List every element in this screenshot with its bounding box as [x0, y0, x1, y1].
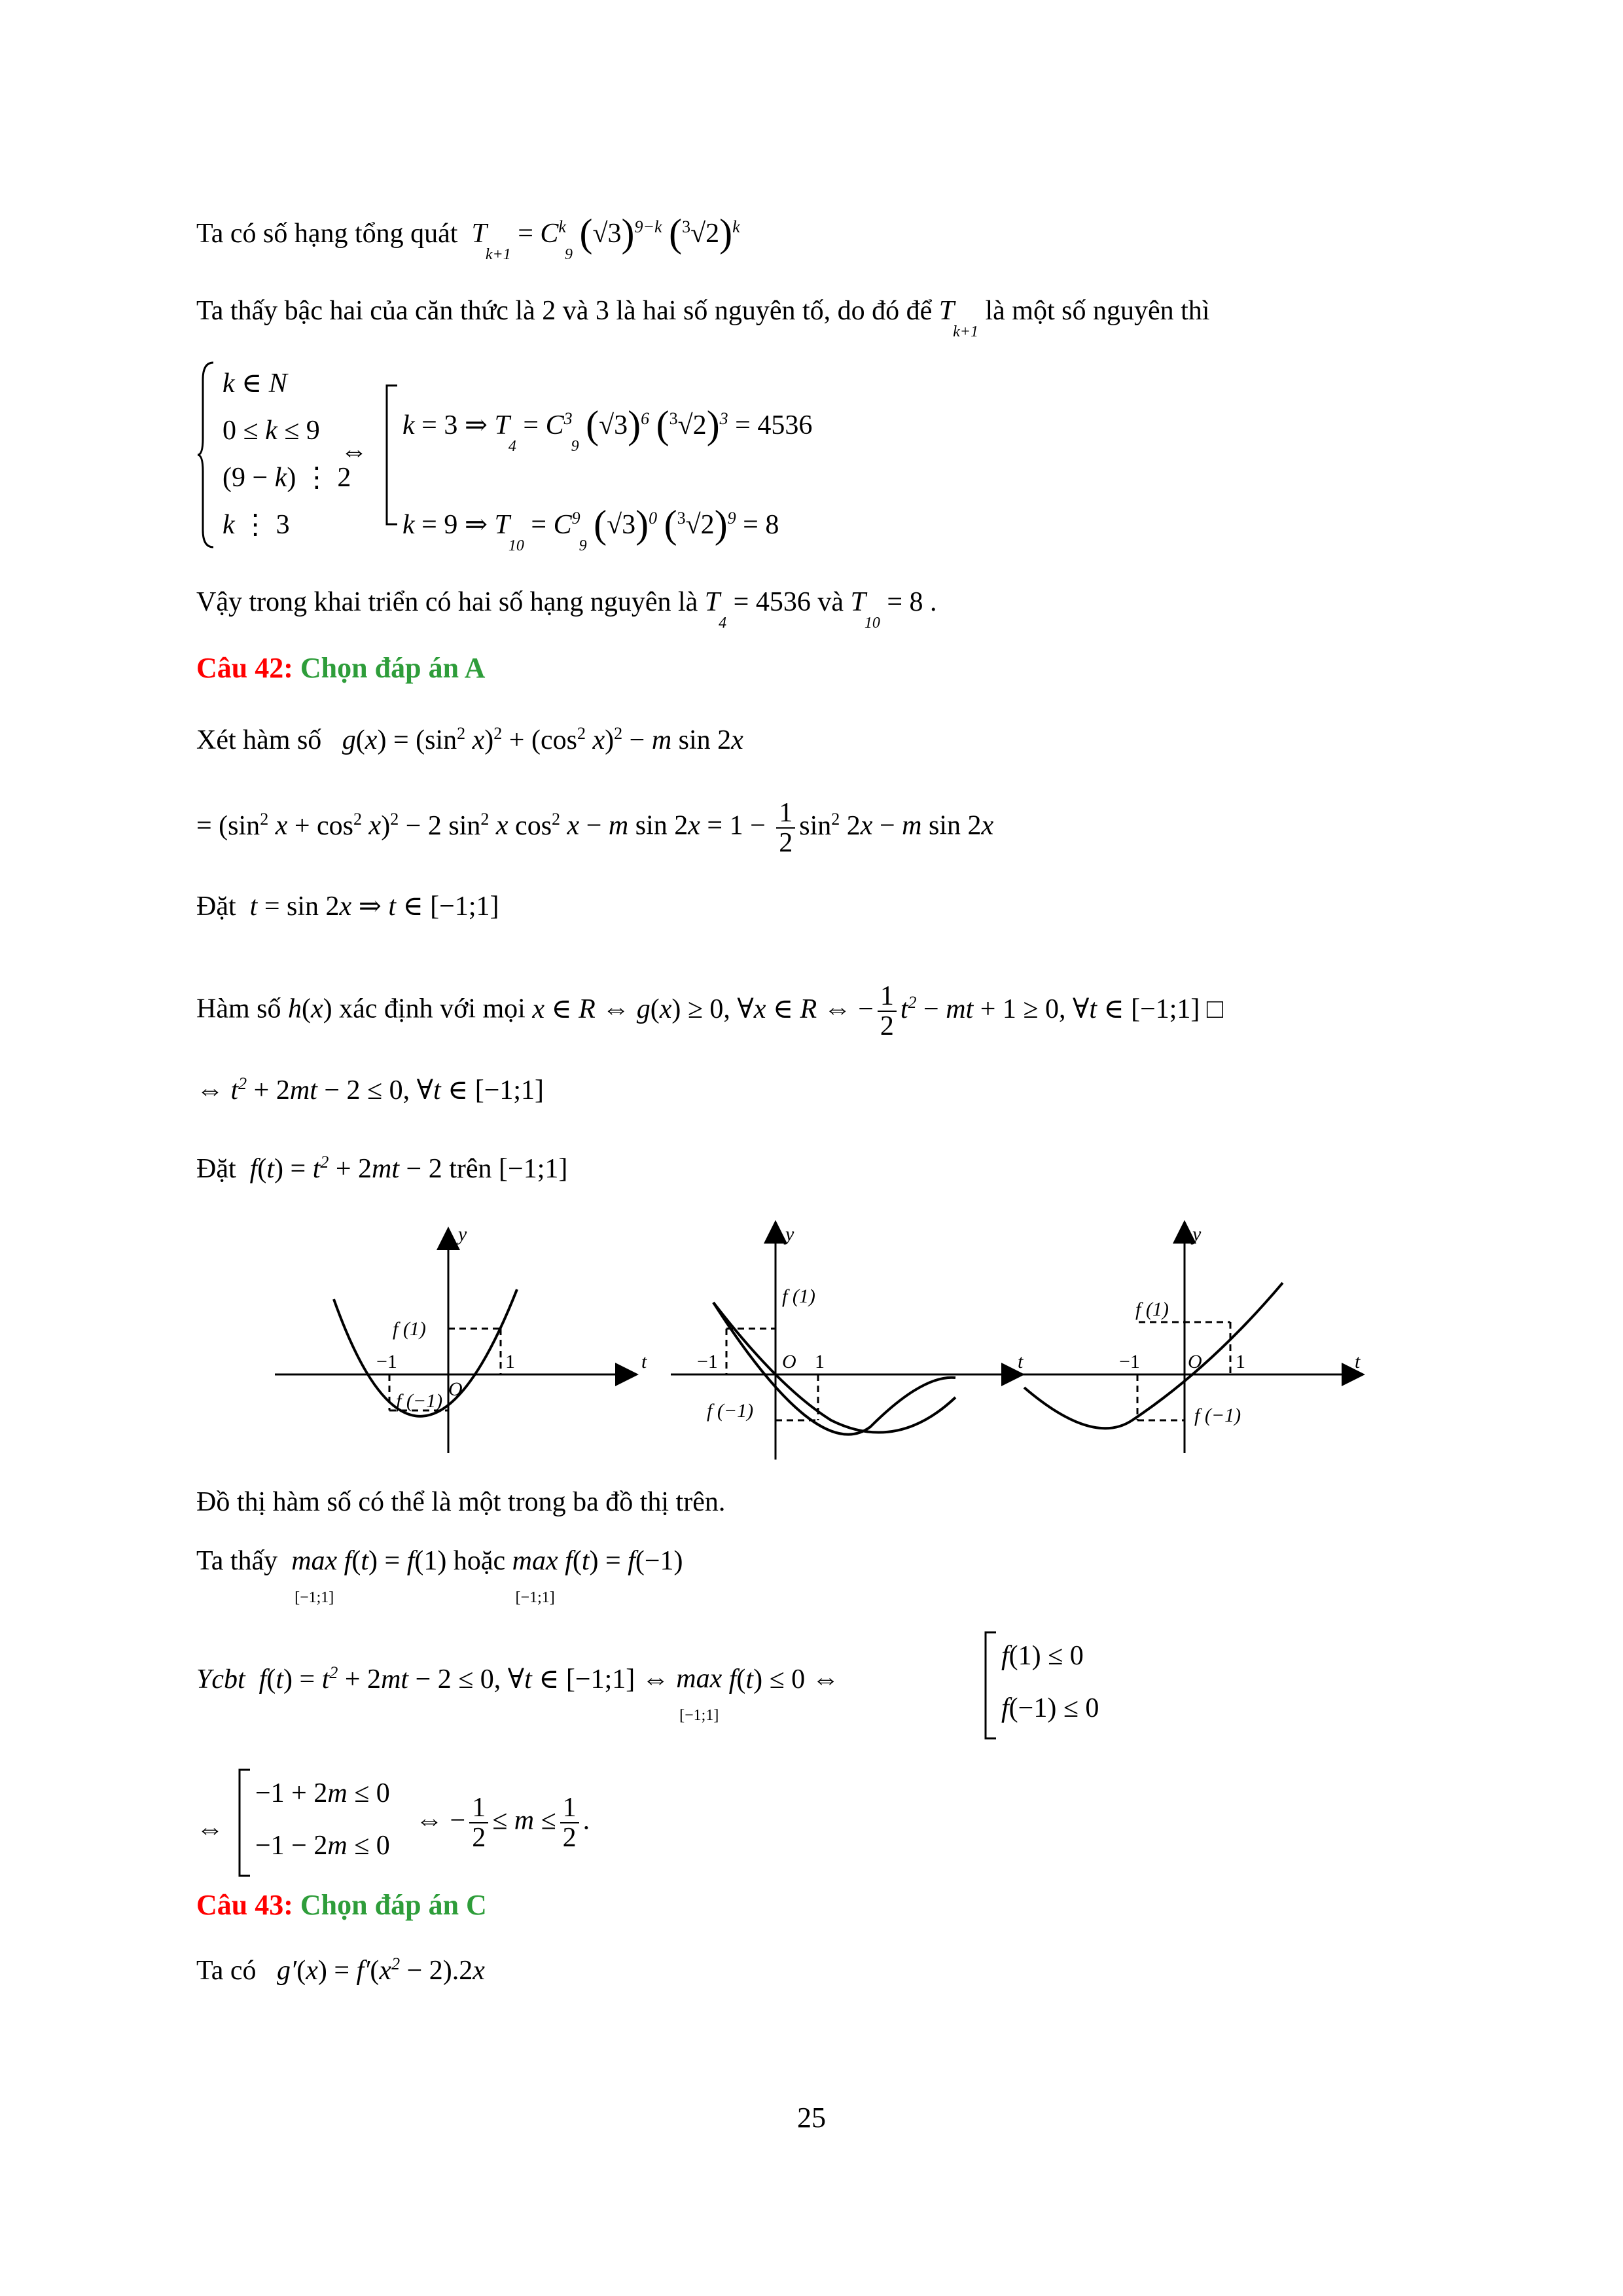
text-we-have: Ta có [196, 1956, 257, 1986]
line-result: ⇔ − $\frac{1}{2}$ ≤ m ≤ $\frac{1}{2}$ . [416, 1793, 590, 1854]
line-general-term [196, 209, 740, 264]
text-general-term: Ta có số hạng tổng quát [196, 219, 458, 249]
question-43-heading [196, 1888, 487, 1922]
graph-1 [275, 1230, 635, 1453]
graph-1-one: 1 [505, 1351, 515, 1372]
graph-3 [1005, 1224, 1361, 1453]
line-g-expanded: = ($\sin^2$ $x + \cos^2 x)^2 - 2$ $\sin^2 x$ $\cos^2 x - m$ sin 2x = 1 − $\frac{1}{2}$ $\sin^2 2x - m$ sin 2x [196, 798, 994, 859]
line-prime-roots [196, 295, 1209, 342]
parabola-graphs [268, 1217, 1381, 1466]
line-substitution [196, 890, 499, 923]
text-consider-function: Xét hàm số [196, 725, 322, 755]
graph-1-minus-one: −1 [376, 1351, 397, 1372]
text-graph-caption: Đồ thị hàm số có thể là một trong ba đồ thị trên. [196, 1487, 726, 1517]
line-graph-caption [196, 1486, 725, 1518]
graph-3-f1-label: f (1) [1135, 1299, 1169, 1320]
text-function: Hàm số [196, 994, 281, 1024]
formula-tk1: Tk+1 [938, 296, 978, 340]
formula-max-2: max [−1;1] f(t) = f(−1) [512, 1546, 683, 1607]
graph-3-origin-label: O [1188, 1351, 1202, 1372]
formula-domain: x ∈ R ⇔ g(x) ≥ 0, ∀x ∈ R ⇔ − $\frac{1}{2}$ $t^2$ − mt + 1 ≥ 0, ∀t ∈ [−1;1] □ [532, 981, 1224, 1042]
formula-g: $g(x) = (\sin^2$ $x)^2 + (\cos^2$ x)$^2$ − m sin 2x [328, 724, 743, 755]
line-conclusion [196, 586, 937, 633]
text-set: Đặt [196, 891, 236, 922]
formula-max-1: max [−1;1] f(t) = f(1) [291, 1546, 447, 1607]
line-inequality: ⇔ $t^2 + 2mt - 2 \le 0$, ∀t ∈ [−1;1] [196, 1074, 544, 1105]
line-max [196, 1545, 683, 1611]
text-prime-roots: Ta thấy bậc hai của căn thức là 2 và 3 là hai số nguyên tố, do đó để [196, 296, 933, 326]
line-domain [196, 982, 1223, 1041]
left-bracket-icon [236, 1767, 251, 1878]
graph-1-f1-label: f (1) [393, 1318, 426, 1340]
graph-1-origin-label: O [448, 1378, 463, 1400]
equiv-sign: ⇔ [340, 437, 368, 467]
formula-t10: T10 = 8 . [850, 587, 937, 632]
question-42-answer: Chọn đáp án A [300, 652, 486, 684]
line-derivative [196, 1954, 485, 1987]
text-we-see: Ta thấy [196, 1546, 278, 1576]
graph-2-one: 1 [815, 1351, 825, 1372]
left-bracket-icon [383, 383, 399, 527]
formula-interval: [−1;1] [499, 1154, 568, 1184]
text-conclusion: Vậy trong khai triển có hai số hạng nguyên là [196, 587, 698, 617]
text-and: và [817, 587, 844, 617]
line-consider-function [196, 723, 743, 757]
formula-substitution: t = sin 2x ⇒ t ∈ [−1;1] [243, 891, 499, 922]
graph-1-t-label: t [641, 1351, 647, 1372]
graph-3-one: 1 [1236, 1351, 1245, 1372]
question-42-heading [196, 651, 485, 685]
graph-2-fm1-label: f (−1) [707, 1400, 754, 1422]
formula-derivative: $g'(x) = f'(x^2 - 2).2x$ [263, 1954, 485, 1986]
graph-2-origin-label: O [782, 1351, 796, 1372]
formula-general-term: $Tk+1 = C^k9$ $(√3)^{9-k}$ $(^3√2)^k$ [464, 211, 740, 263]
text-or: hoặc [453, 1546, 506, 1576]
question-42-label: Câu 42: [196, 652, 293, 684]
graph-3-fm1-label: f (−1) [1194, 1405, 1241, 1426]
left-bracket-icon [982, 1630, 997, 1741]
graph-2-minus-one: −1 [697, 1351, 718, 1372]
formula-t4: T4 = 4536 [704, 587, 811, 632]
line-define-f [196, 1152, 567, 1185]
formula-h: h(x) [288, 994, 332, 1024]
text-on: trên [449, 1154, 492, 1184]
question-43-label: Câu 43: [196, 1889, 293, 1921]
text-defined-for: xác định với mọi [339, 994, 526, 1024]
text-set-f: Đặt [196, 1154, 236, 1184]
graph-3-t-label: t [1355, 1351, 1361, 1372]
line-requirement: Ycbt $f(t) = t^2 + 2mt - 2 \le 0$, ∀t ∈ [−1;1] ⇔ max [−1;1] f(t) ≤ 0 ⇔ [196, 1663, 840, 1725]
graph-3-y-label: y [1192, 1223, 1202, 1245]
graph-2-y-label: y [785, 1223, 794, 1245]
formula-f: $f(t) = t^2 + 2mt - 2$ [243, 1153, 442, 1184]
text-integer: là một số nguyên thì [985, 296, 1210, 326]
left-brace-icon [196, 360, 216, 550]
page-number: 25 [797, 2102, 826, 2134]
graph-1-fm1-label: f (−1) [396, 1390, 443, 1412]
graph-2-f1-label: f (1) [782, 1285, 815, 1307]
graph-2 [671, 1224, 1021, 1460]
line-result-equiv: ⇔ [196, 1814, 224, 1844]
graph-1-y-label: y [458, 1223, 467, 1245]
graph-3-minus-one: −1 [1119, 1351, 1140, 1372]
graph-2-t-label: t [1018, 1351, 1024, 1372]
question-43-answer: Chọn đáp án C [300, 1889, 487, 1921]
